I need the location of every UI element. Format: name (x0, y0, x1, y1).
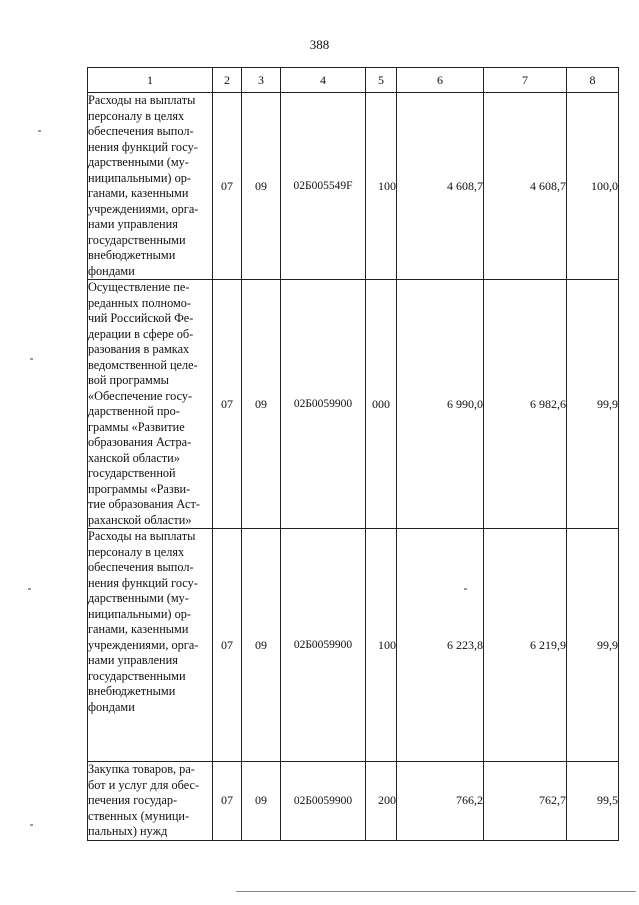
row-plan: 766,2 (397, 762, 484, 841)
scan-speck (464, 588, 467, 590)
header-row (88, 68, 619, 93)
row-target-code: 02Б0059900 (281, 762, 366, 841)
scan-speck (30, 824, 33, 826)
row-subsection: 09 (242, 280, 281, 529)
header-col-3: 3 (242, 68, 281, 93)
table-row (88, 762, 619, 841)
scan-speck (38, 130, 41, 132)
row-fact: 762,7 (484, 762, 567, 841)
row-plan: 6 990,0 (397, 280, 484, 529)
budget-table (87, 67, 619, 841)
row-subsection: 09 (242, 93, 281, 280)
header-col-2: 2 (213, 68, 242, 93)
header-col-5: 5 (366, 68, 397, 93)
row-expense-type: 200 (366, 762, 397, 841)
table-row (88, 93, 619, 280)
row-percent: 99,9 (567, 280, 619, 529)
row-percent: 99,5 (567, 762, 619, 841)
row-target-code: 02Б0059900 (281, 529, 366, 762)
header-col-4: 4 (281, 68, 366, 93)
row-section: 07 (213, 762, 242, 841)
scan-speck (28, 588, 31, 590)
row-section: 07 (213, 280, 242, 529)
row-target-code: 02Б005549F (281, 93, 366, 280)
row-name: Расходы на выплаты персоналу в целях обеспечения выпол- нения функций госу- дарственными (му- ниципальными) ор- ганами, казенными учреждениями, орга- нами управления государственными внебюджетными фондами (88, 529, 213, 762)
row-expense-type: 000 (366, 280, 397, 529)
table-row (88, 280, 619, 529)
row-target-code: 02Б0059900 (281, 280, 366, 529)
row-plan: 4 608,7 (397, 93, 484, 280)
header-col-8: 8 (567, 68, 619, 93)
header-col-7: 7 (484, 68, 567, 93)
row-expense-type: 100 (366, 93, 397, 280)
row-name: Осуществление пе- реданных полномо- чий Российской Фе- дерации в сфере об- разования в рамках ведомственной целе- вой программы «Обеспечение госу- дарственной про- граммы «Развитие образования Астра- ханской области» государственной программы «Разви- тие образования Аст- раханской области» (88, 280, 213, 529)
row-section: 07 (213, 529, 242, 762)
row-percent: 100,0 (567, 93, 619, 280)
footer-line (236, 891, 636, 892)
row-fact: 4 608,7 (484, 93, 567, 280)
row-subsection: 09 (242, 762, 281, 841)
scan-speck (30, 358, 33, 360)
page-number: 388 (309, 37, 330, 52)
row-subsection: 09 (242, 529, 281, 762)
row-section: 07 (213, 93, 242, 280)
header-col-6: 6 (397, 68, 484, 93)
row-name: Закупка товаров, ра- бот и услуг для обес- печения государ- ственных (муници- пальных) нужд (88, 762, 213, 841)
row-percent: 99,9 (567, 529, 619, 762)
row-fact: 6 982,6 (484, 280, 567, 529)
row-expense-type: 100 (366, 529, 397, 762)
header-col-1: 1 (88, 68, 213, 93)
row-plan: 6 223,8 (397, 529, 484, 762)
table-row (88, 529, 619, 762)
row-fact: 6 219,9 (484, 529, 567, 762)
row-name: Расходы на выплаты персоналу в целях обеспечения выпол- нения функций госу- дарственными (му- ниципальными) ор- ганами, казенными учреждениями, орга- нами управления государственными внебюджетными фондами (88, 93, 213, 280)
